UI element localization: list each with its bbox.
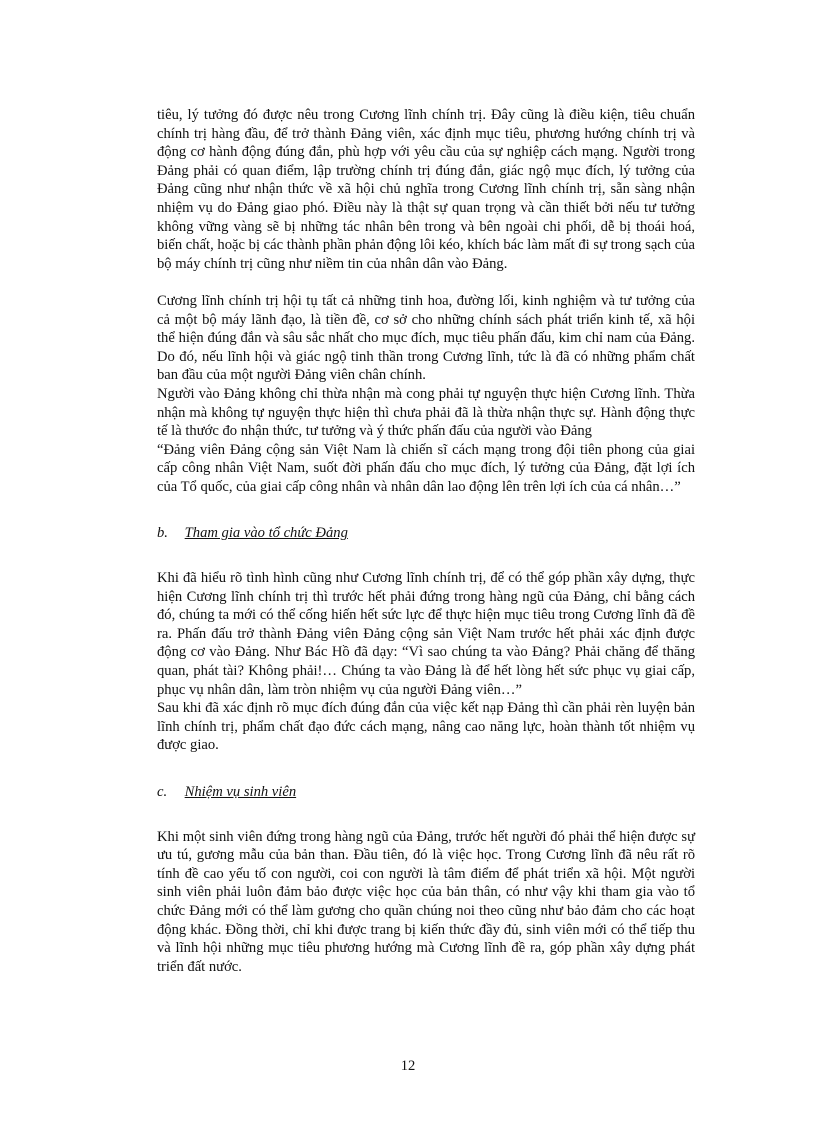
spacer	[157, 755, 695, 783]
spacer	[157, 543, 695, 569]
spacer	[157, 802, 695, 828]
paragraph-nhiem-vu: Khi một sinh viên đứng trong hàng ngũ của Đảng, trước hết người đó phải thể hiện được sự ưu tú, gương mẫu của bản than. Đầu tiên, đó là việc học. Trong Cương lĩnh đã nêu rất rõ tính đề cao yếu tố con người, coi con người là tâm điểm để phát triển xã hội. Một người sinh viên phải luôn đảm bảo được việc học của bản thân, có như vậy khi tham gia vào tổ chức Đảng mới có thể làm gương cho quần chúng noi theo cũng như bảo đảm cho các hoạt động khác. Đồng thời, chỉ khi được trang bị kiến thức đầy đủ, sinh viên mới có thể tiếp thu và lĩnh hội những mục tiêu phương hướng mà Cương lĩnh đề ra, góp phần xây dựng phát triển đất nước.	[157, 828, 695, 975]
page-content	[157, 106, 695, 976]
section-title-b: Tham gia vào tổ chức Đảng	[184, 525, 348, 542]
section-letter-c: c.	[157, 784, 168, 800]
section-heading-c	[157, 783, 695, 802]
paragraph-tham-gia: Khi đã hiểu rõ tình hình cũng như Cương lĩnh chính trị, để có thể góp phần xây dựng, thực hiện Cương lĩnh chính trị thì trước hết phải đứng trong hàng ngũ của Đảng, chỉ bằng cách đó, chúng ta mới có thể cống hiến hết sức lực để thực hiện mục tiêu trong Cương lĩnh đã đề ra. Phấn đấu trở thành Đảng viên Đảng cộng sản Việt Nam trước hết phải xác định được động cơ vào Đảng. Như Bác Hồ đã dạy: “Vì sao chúng ta vào Đảng? Phải chăng để thăng quan, phát tài? Không phải!… Chúng ta vào Đảng là để hết lòng hết sức phục vụ giai cấp, phục vụ nhân dân, làm tròn nhiệm vụ của người Đảng viên…”	[157, 570, 695, 698]
section-title-c: Nhiệm vụ sinh viên	[184, 784, 297, 800]
paragraph-quote-dang-vien: “Đảng viên Đảng cộng sản Việt Nam là chiến sĩ cách mạng trong đội tiên phong của giai cấp công nhân Việt Nam, suốt đời phấn đấu cho mục đích, lý tưởng của Đảng, đặt lợi ích của Tổ quốc, của giai cấp công nhân và nhân dân lao động lên trên lợi ích của cá nhân…”	[157, 441, 695, 495]
paragraph-nguoi-vao-dang: Người vào Đảng không chỉ thừa nhận mà cong phải tự nguyện thực hiện Cương lĩnh. Thừa nhận mà không tự nguyện thực hiện thì chưa phải đã là thừa nhận thực sự. Hành động thực tế là thước đo nhận thức, tư tưởng và ý thức phấn đấu của người vào Đảng	[157, 385, 695, 440]
paragraph-cuong-linh	[157, 273, 695, 385]
paragraph-cuong-linh-text: Cương lĩnh chính trị hội tụ tất cả những tinh hoa, đường lối, kinh nghiệm và tư tưởng của cả một bộ máy lãnh đạo, là tiền đề, cơ sở cho những chính sách phát triển kinh tế, xã hội thể hiện đúng đắn và sâu sắc nhất cho mục đích, mục tiêu phấn đấu, kim chỉ nam của Đảng. Do đó, nếu lĩnh hội và giác ngộ tinh thần trong Cương lĩnh, tức là đã có những phẩm chất ban đầu của một người Đảng viên chân chính.	[157, 292, 695, 384]
paragraph-continuation: tiêu, lý tưởng đó được nêu trong Cương lĩnh chính trị. Đây cũng là điều kiện, tiêu chuẩn chính trị hàng đầu, để trở thành Đảng viên, xác định mục tiêu, phương hướng chính trị và động cơ hành động đúng đắn, phù hợp với yêu cầu của sự nghiệp cách mạng. Người trong Đảng phải có quan điểm, lập trường chính trị đúng đắn, giác ngộ mục đích, lý tưởng của Đảng cũng như nhận thức về xã hội chủ nghĩa trong Cương lĩnh chính trị, sẵn sàng nhận nhiệm vụ do Đảng giao phó. Điều này là thật sự quan trọng và cần thiết bởi nếu tư tưởng không vững vàng sẽ bị những tác nhân bên trong và bên ngoài chi phối, dễ bị thoái hoá, biến chất, hoặc bị các thành phần phản động lôi kéo, khích bác làm mất đi sự trong sạch của bộ máy chính trị cũng như niềm tin của nhân dân vào Đảng.	[157, 107, 695, 272]
section-letter-b: b.	[157, 525, 168, 542]
section-heading-b	[157, 524, 695, 543]
page-number: 12	[400, 1058, 416, 1074]
spacer	[157, 496, 695, 524]
paragraph-sau-khi: Sau khi đã xác định rõ mục đích đúng đắn của việc kết nạp Đảng thì cần phải rèn luyện bản lĩnh chính trị, phẩm chất đạo đức cách mạng, nâng cao năng lực, hoàn thành tốt nhiệm vụ được giao.	[157, 700, 695, 754]
